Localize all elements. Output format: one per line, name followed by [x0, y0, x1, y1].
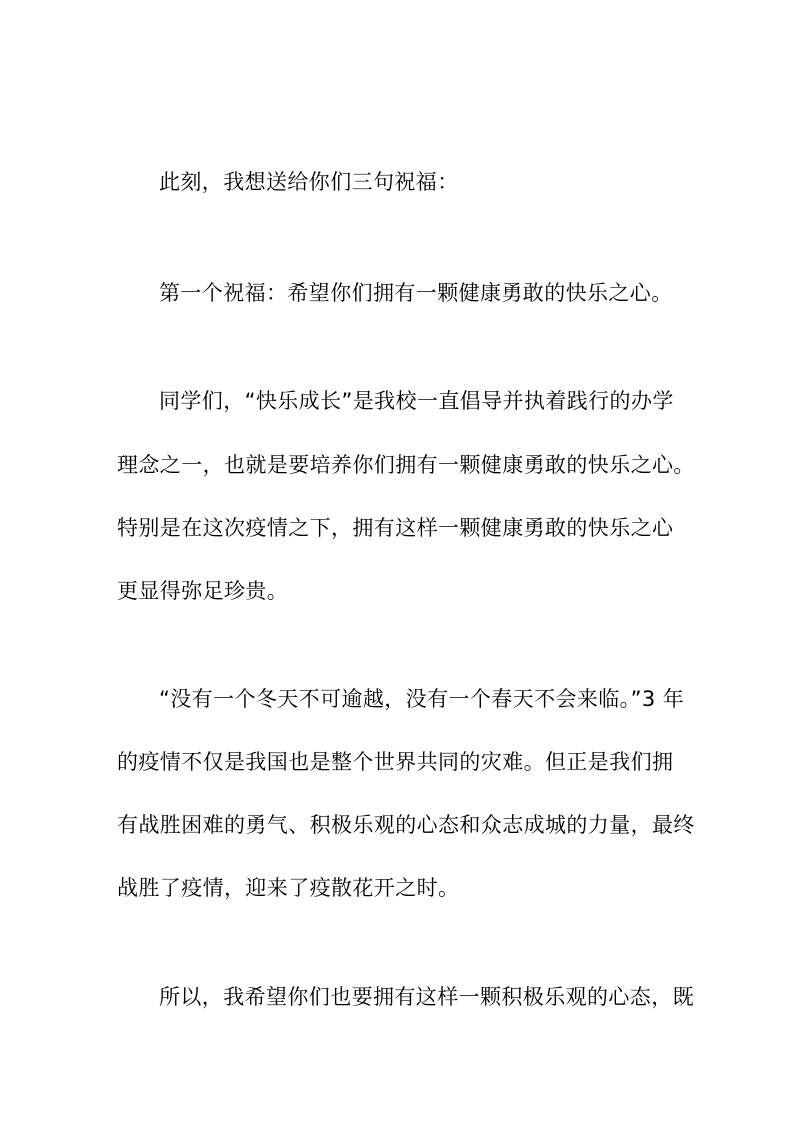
paragraph-happy-growth-line-4: 更显得弥足珍贵。 [117, 579, 289, 603]
paragraph-pandemic-line-1: “没有一个冬天不可逾越，没有一个春天不会来临。”3 年 [159, 687, 685, 711]
paragraph-pandemic-line-3: 有战胜困难的勇气、积极乐观的心态和众志成城的力量，最终 [117, 813, 695, 837]
paragraph-first-blessing: 第一个祝福：希望你们拥有一颗健康勇敢的快乐之心。 [159, 281, 673, 305]
paragraph-happy-growth-line-3: 特别是在这次疫情之下，拥有这样一颗健康勇敢的快乐之心 [117, 516, 674, 540]
paragraph-optimism-line-1: 所以，我希望你们也要拥有这样一颗积极乐观的心态，既 [159, 985, 694, 1009]
paragraph-happy-growth-line-1: 同学们，“快乐成长”是我校一直倡导并执着践行的办学 [159, 389, 674, 413]
paragraph-pandemic-line-4: 战胜了疫情，迎来了疫散花开之时。 [117, 876, 460, 900]
paragraph-pandemic-line-2: 的疫情不仅是我国也是整个世界共同的灾难。但正是我们拥 [117, 750, 674, 774]
paragraph-happy-growth-line-2: 理念之一，也就是要培养你们拥有一颗健康勇敢的快乐之心。 [117, 453, 695, 477]
paragraph-blessings-intro: 此刻，我想送给你们三句祝福： [159, 170, 459, 194]
